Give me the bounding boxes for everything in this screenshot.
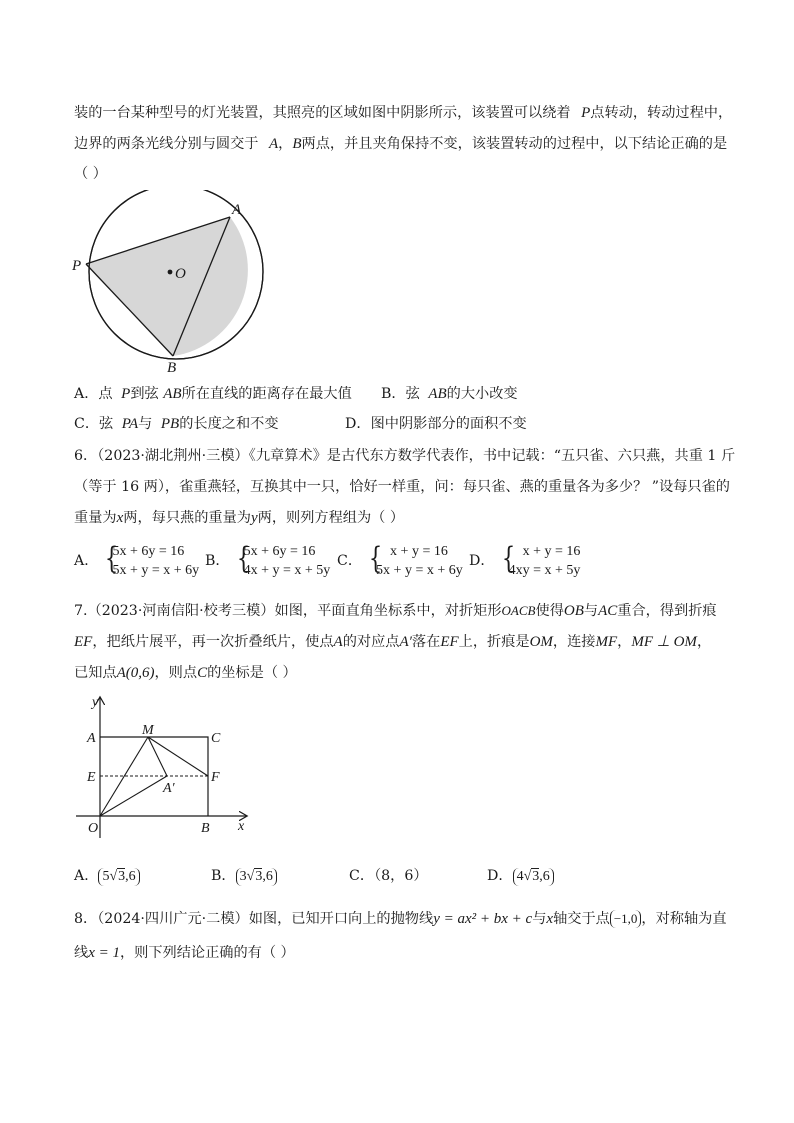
q7-line-1: 7.（2023·河南信阳·校考三模）如图，平面直角坐标系中，对折矩形OACB使得OB与AC重合，得到折痕 [74,603,717,619]
q6-option-a[interactable]: A． { 5x + 6y = 16 5x + y = x + 6y [74,541,200,578]
q8-line-1: 8．（2024·四川广元·二模）如图，已知开口向上的抛物线y = ax² + bx + c与x轴交于点 −1,0 ，对称轴为直 [74,911,727,927]
label-x: x [238,819,245,834]
label-b: B [201,821,210,836]
q7-option-b[interactable]: B． 3√3,6 [211,866,277,886]
q5-option-a[interactable]: A．点 P到弦 AB所在直线的距离存在最大值 [74,386,352,402]
q8-line-2: 线x = 1，则下列结论正确的有（ ） [74,945,295,961]
label-e: E [87,770,96,785]
q5-answer-paren: （ ） [74,166,107,182]
label-b: B [167,360,177,376]
label-a: A [87,731,96,746]
q6-line-3: 重量为x两，每只燕的重量为y两，则列方程组为（ ） [74,510,405,526]
q5-line-2: 边界的两条光线分别与圆交于 A，B两点，并且夹角保持不变，该装置转动的过程中，以下结论正确的是 [74,136,728,152]
line-oa [100,776,167,816]
q6-line-2: （等于 16 两），雀重燕轻，互换其中一只，恰好一样重，问：每只雀、燕的重量各为多少？ ”设每只雀的 [74,479,730,495]
q7-option-d[interactable]: D． 4√3,6 [487,866,554,886]
q6-option-c[interactable]: C． { x + y = 16 5x + y = x + 6y [337,541,463,578]
q7-coordinate-figure [70,690,260,850]
q6-option-d[interactable]: D． { x + y = 16 4xy = x + 5y [469,541,581,578]
center-dot [168,270,173,275]
q7-option-a[interactable]: A． 5√3,6 [74,866,140,886]
label-a: A [232,202,242,218]
q6-option-b[interactable]: B． { 5x + 6y = 16 4x + y = x + 5y [205,541,331,578]
label-p: P [72,258,82,274]
q7-line-3: 已知点A(0,6)，则点C的坐标是（ ） [74,665,297,681]
label-a-prime: A′ [163,781,175,796]
label-c: C [211,731,221,746]
label-y: y [92,695,99,710]
q7-option-c[interactable]: C．（8，6） [349,868,428,884]
equation-system: { x + y = 16 4xy = x + 5y [501,541,581,578]
q5-option-b[interactable]: B．弦 AB的大小改变 [381,386,518,402]
q5-option-c[interactable]: C．弦 PA与 PB的长度之和不变 [74,416,279,432]
label-o: O [88,821,99,836]
q5-option-d[interactable]: D．图中阴影部分的面积不变 [345,416,527,432]
q5-circle-figure [64,190,284,380]
label-o: O [175,266,186,282]
equation-system: { x + y = 16 5x + y = x + 6y [368,541,463,578]
equation-system: { 5x + 6y = 16 4x + y = x + 5y [236,541,331,578]
label-m: M [142,723,154,738]
equation-system: { 5x + 6y = 16 5x + y = x + 6y [105,541,200,578]
q6-line-1: 6．（2023·湖北荆州·三模）《九章算术》是古代东方数学代表作，书中记载：“五只雀、六只燕，共重 1 斤 [74,448,736,464]
q5-line-1: 装的一台某种型号的灯光装置，其照亮的区域如图中阴影所示，该装置可以绕着 P点转动，转动过程中， [74,105,733,121]
label-f: F [211,770,220,785]
q7-line-2: EF，把纸片展平，再一次折叠纸片，使点A的对应点A′落在EF上，折痕是OM，连接MF，MF ⊥ OM， [74,634,712,650]
